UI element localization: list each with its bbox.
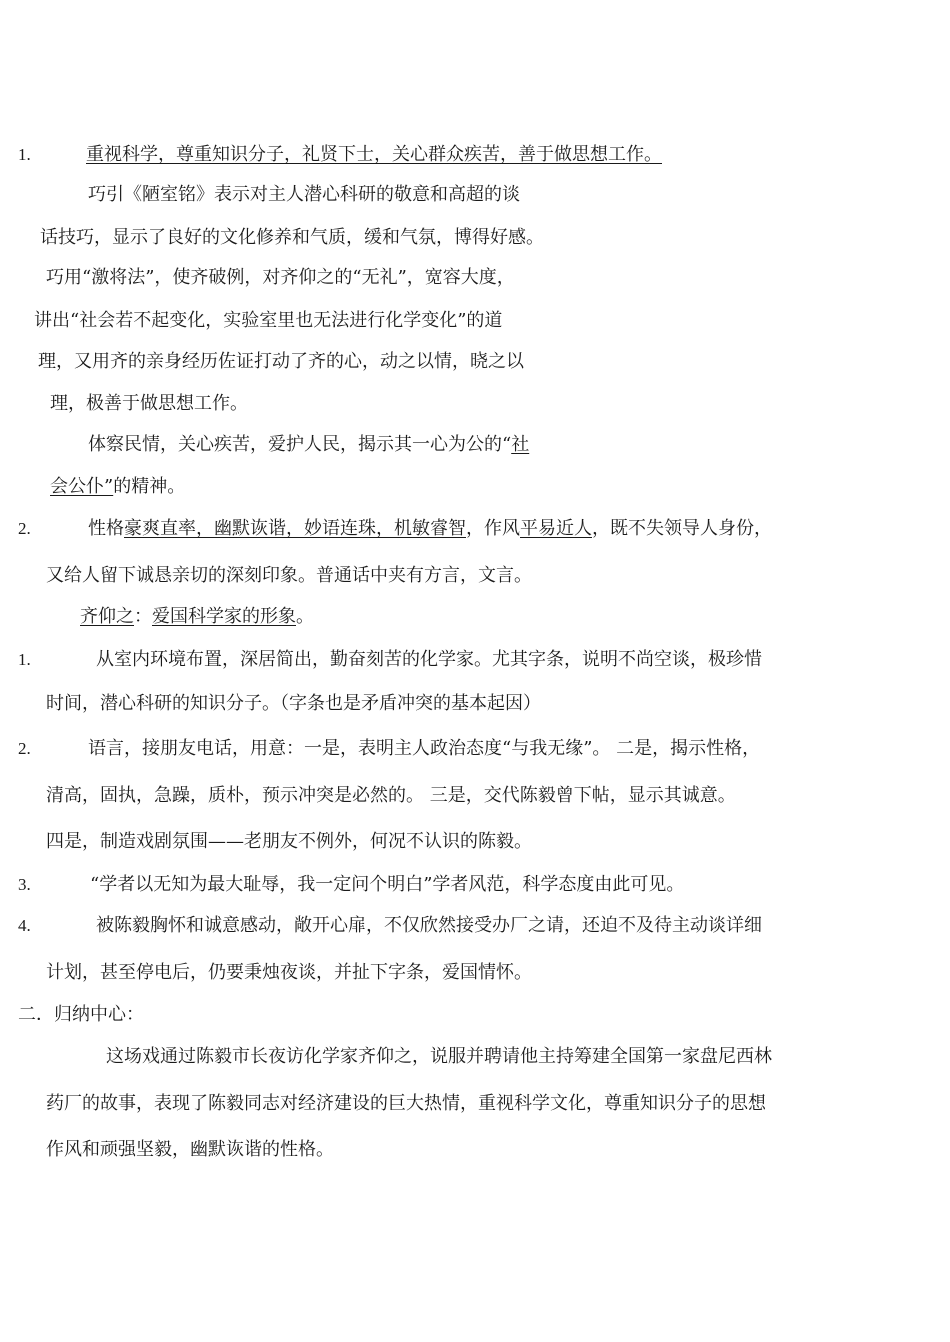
list-number: 1.	[18, 145, 31, 164]
list-number: 1.	[18, 650, 31, 669]
text-run: ，既不失领导人身份，	[592, 518, 772, 539]
list-number: 2.	[18, 519, 31, 538]
text-run: 性格	[88, 518, 124, 539]
text-run: 的精神。	[113, 476, 186, 497]
text-run: 体察民情，关心疾苦，爱护人民，揭示其一心为公的“	[88, 434, 512, 455]
paragraph-line: 理，极善于做思想工作。	[50, 393, 248, 414]
paragraph-line: 药厂的故事，表现了陈毅同志对经济建设的巨大热情，重视科学文化，尊重知识分子的思想	[46, 1093, 766, 1114]
paragraph-line: 语言，接朋友电话，用意：一是，表明主人政治态度“与我无缘”。 二是，揭示性格，	[88, 738, 761, 759]
paragraph-line: 时间，潜心科研的知识分子。（字条也是矛盾冲突的基本起因）	[46, 693, 541, 714]
character-name: 齐仰之	[80, 606, 134, 627]
paragraph-line: 从室内环境布置，深居简出，勤奋刻苦的化学家。尤其字条，说明不尚空谈，极珍惜	[96, 649, 762, 670]
paragraph-line: 又给人留下诚恳亲切的深刻印象。普通话中夹有方言，文言。	[46, 565, 532, 586]
text-run: ，作风	[466, 518, 520, 539]
paragraph-line: 计划，甚至停电后，仍要秉烛夜谈，并扯下字条，爱国情怀。	[46, 962, 532, 983]
paragraph-line: 作风和顽强坚毅，幽默诙谐的性格。	[46, 1139, 334, 1160]
paragraph-line: 巧引《陋室铭》表示对主人潜心科研的敬意和高超的谈	[88, 184, 520, 205]
text-run: ：	[134, 606, 152, 627]
paragraph-line: 被陈毅胸怀和诚意感动，敞开心扉，不仅欣然接受办厂之请，还迫不及待主动谈详细	[96, 915, 762, 936]
underlined-text: 豪爽直率，幽默诙谐，妙语连珠，机敏睿智	[124, 518, 466, 539]
paragraph-line	[88, 517, 772, 541]
character-title: 爱国科学家的形象	[152, 606, 296, 627]
paragraph-line: 话技巧，显示了良好的文化修养和气质，缓和气氛，博得好感。	[40, 227, 544, 248]
list-number: 3.	[18, 875, 31, 894]
paragraph-line: 清高，固执，急躁，质朴，预示冲突是必然的。 三是，交代陈毅曾下帖，显示其诚意。	[46, 785, 736, 806]
list-number: 2.	[18, 739, 31, 758]
text-run: 。	[296, 606, 314, 627]
paragraph-line: 讲出“社会若不起变化，实验室里也无法进行化学变化”的道	[34, 310, 503, 331]
paragraph-line: 这场戏通过陈毅市长夜访化学家齐仰之，说服并聘请他主持筹建全国第一家盘尼西林	[106, 1046, 772, 1067]
section-heading: 二．归纳中心：	[18, 1004, 144, 1025]
paragraph-line: 巧用“激将法”，使齐破例，对齐仰之的“无礼”，宽容大度，	[46, 267, 515, 288]
paragraph-line: 理，又用齐的亲身经历佐证打动了齐的心，动之以情，晓之以	[38, 351, 524, 372]
paragraph-line	[50, 475, 185, 499]
underlined-text: 会公仆”	[50, 476, 114, 497]
underlined-text: 平易近人	[520, 518, 592, 539]
item-heading: 重视科学，尊重知识分子，礼贤下士，关心群众疾苦，善于做思想工作。	[86, 144, 662, 165]
paragraph-line: 四是，制造戏剧氛围——老朋友不例外，何况不认识的陈毅。	[46, 831, 532, 852]
paragraph-line: “学者以无知为最大耻辱，我一定问个明白”学者风范，科学态度由此可见。	[90, 874, 685, 895]
underlined-text: 社	[511, 434, 530, 455]
paragraph-line	[88, 433, 529, 457]
character-heading	[80, 605, 314, 629]
list-number: 4.	[18, 916, 31, 935]
